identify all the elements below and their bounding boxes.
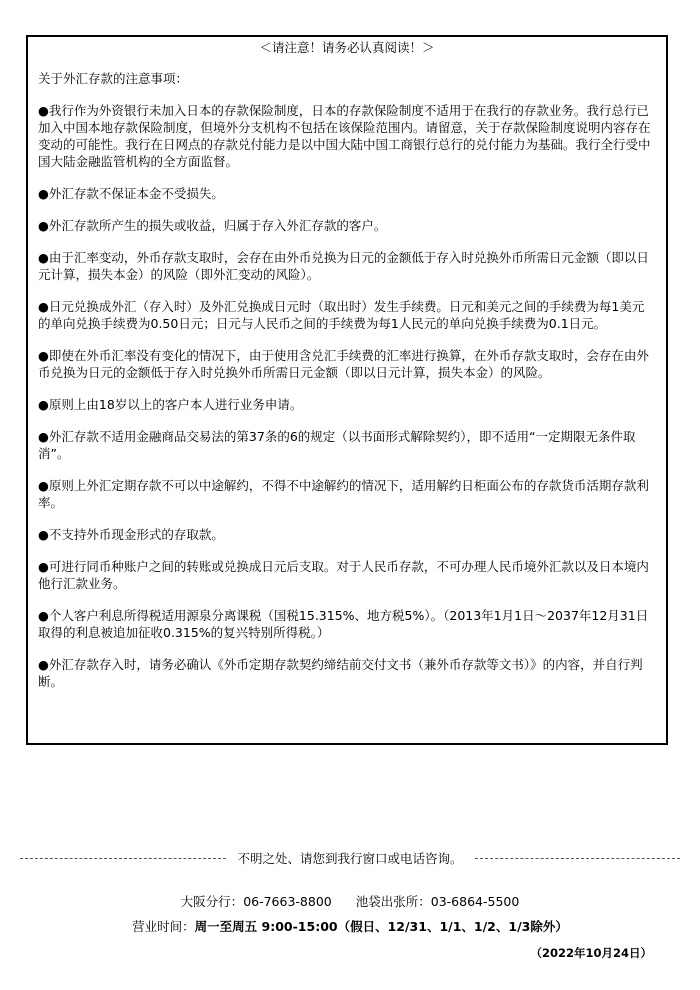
- bullet-icon: ●: [38, 429, 49, 444]
- notice-item-text: 由于汇率变动，外币存款支取时，会存在由外币兑换为日元的金额低于存入时兑换外币所需日元金额（即以日元计算，损失本金）的风险（即外汇变动的风险）。: [38, 250, 649, 282]
- business-hours-value: 周一至周五 9:00-15:00（假日、12/31、1/1、1/2、1/3除外）: [194, 919, 568, 934]
- notice-item: [38, 185, 656, 202]
- notice-item: [38, 477, 656, 511]
- notice-item: [38, 217, 656, 234]
- osaka-branch: [181, 894, 336, 909]
- notice-item-text: 个人客户利息所得税适用源泉分离课税（国税15.315%、地方税5%）。（2013年1月1日～2037年12月31日取得的利息被追加征收0.315%的复兴特别所得税。）: [38, 608, 649, 640]
- bullet-icon: ●: [38, 559, 49, 574]
- bullet-icon: ●: [38, 186, 49, 201]
- notice-item-text: 外汇存款不适用金融商品交易法的第37条的6的规定（以书面形式解除契约），即不适用“一定期限无条件取消”。: [38, 429, 636, 461]
- ikebukuro-office: [356, 894, 520, 909]
- bullet-icon: ●: [38, 608, 49, 623]
- contact-info: [0, 892, 700, 910]
- bullet-icon: ●: [38, 299, 49, 314]
- osaka-branch-label: 大阪分行：: [180, 894, 244, 909]
- notice-item: [38, 347, 656, 381]
- dashed-line-right: [475, 858, 681, 859]
- notice-item: [38, 607, 656, 641]
- notice-intro: 关于外汇存款的注意事项：: [38, 71, 189, 86]
- bullet-icon: ●: [38, 527, 49, 542]
- notice-item-text: 原则上由18岁以上的客户本人进行业务申请。: [48, 397, 303, 412]
- notice-item: [38, 249, 656, 283]
- dashed-line-left: [20, 858, 226, 859]
- notice-item-text: 我行作为外资银行未加入日本的存款保险制度，日本的存款保险制度不适用于在我行的存款业务。我行总行已加入中国本地存款保险制度，但境外分支机构不包括在该保险范围内。请留意，关于存款保险制度说明内容存在变动的可能性。我行在日网点的存款兑付能力是以中国大陆中国工商银行总行的兑付能力为基础。我行全行受中国大陆金融监管机构的全方面监督。: [38, 103, 651, 169]
- bullet-icon: ●: [38, 348, 49, 363]
- business-hours: [0, 917, 700, 935]
- notice-item-text: 即使在外币汇率没有变化的情况下，由于使用含兑汇手续费的汇率进行换算，在外币存款支取时，会存在由外币兑换为日元的金额低于存入时兑换外币所需日元金额（即以日元计算，损失本金）的风险。: [38, 348, 649, 380]
- bullet-icon: ●: [38, 478, 49, 493]
- notice-item-text: 日元兑换成外汇（存入时）及外汇兑换成日元时（取出时）发生手续费。日元和美元之间的手续费为每1美元的单向兑换手续费为0.50日元；日元与人民币之间的手续费为每1人民元的单向兑换手续费为0.1日元。: [38, 299, 645, 331]
- notice-item: [38, 102, 656, 170]
- notice-item-text: 外汇存款所产生的损失或收益，归属于存入外汇存款的客户。: [48, 218, 387, 233]
- notice-item-text: 原则上外汇定期存款不可以中途解约，不得不中途解约的情况下，适用解约日柜面公布的存款货币活期存款利率。: [38, 478, 649, 510]
- bullet-icon: ●: [38, 397, 49, 412]
- ikebukuro-office-label: 池袋出张所：: [355, 894, 431, 909]
- notice-item-text: 外汇存款不保证本金不受损失。: [48, 186, 224, 201]
- bullet-icon: ●: [38, 250, 49, 265]
- notice-item-text: 外汇存款存入时，请务必确认《外币定期存款契约缔结前交付文书（兼外币存款等文书）》的内容，并自行判断。: [38, 657, 643, 689]
- bullet-icon: ●: [38, 218, 49, 233]
- bullet-icon: ●: [38, 657, 49, 672]
- bullet-icon: ●: [38, 103, 49, 118]
- notice-item: [38, 526, 656, 543]
- notice-item: [38, 428, 656, 462]
- document-date: （2022年10月24日）: [530, 946, 652, 960]
- notice-item-text: 可进行同币种账户之间的转账或兑换成日元后支取。对于人民币存款，不可办理人民币境外汇款以及日本境内他行汇款业务。: [38, 559, 649, 591]
- inquiry-divider: [20, 850, 680, 866]
- osaka-branch-phone: 06-7663-8800: [243, 894, 332, 909]
- notice-item: [38, 298, 656, 332]
- notice-item: [38, 558, 656, 592]
- notice-item: [38, 396, 656, 413]
- notice-title: ＜请注意！请务必认真阅读！＞: [259, 40, 435, 55]
- notice-box: [26, 35, 668, 745]
- business-hours-label: 营业时间：: [132, 919, 195, 934]
- notice-item-text: 不支持外币现金形式的存取款。: [48, 527, 224, 542]
- notice-item: [38, 656, 656, 690]
- ikebukuro-office-phone: 03-6864-5500: [430, 894, 520, 909]
- inquiry-text: 不明之处、请您到我行窗口或电话咨询。: [237, 851, 463, 866]
